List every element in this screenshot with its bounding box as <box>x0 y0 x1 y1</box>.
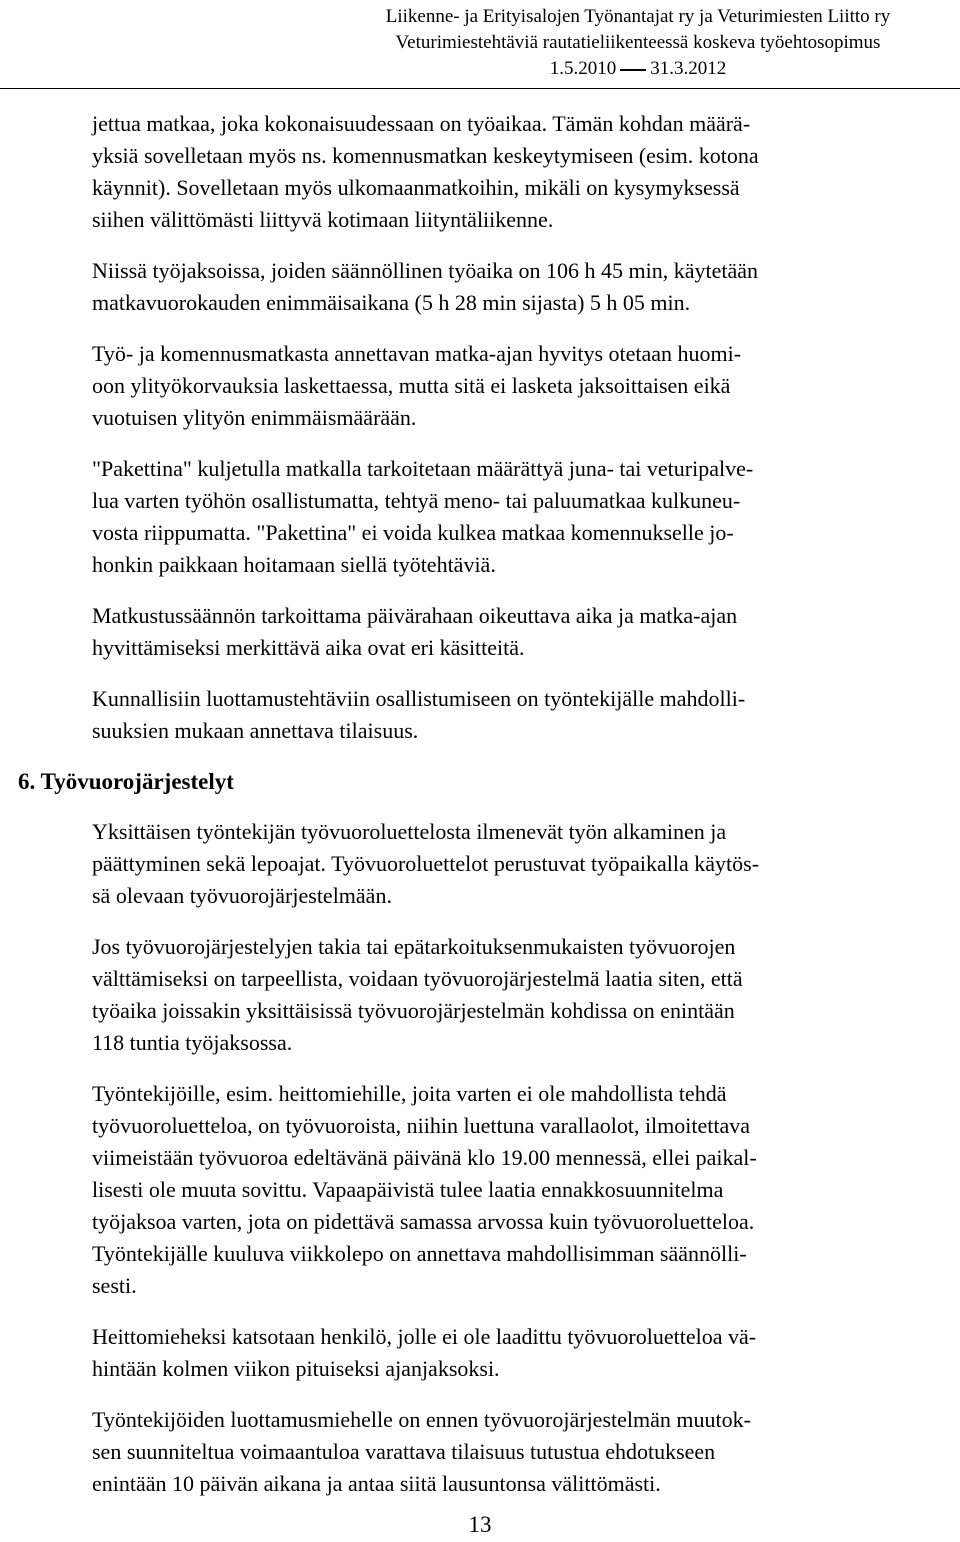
page-number: 13 <box>468 1512 492 1537</box>
date-range-dash <box>620 69 646 71</box>
paragraph: Työ- ja komennusmatkasta annettavan matka-ajan hyvitys otetaan huomi- oon ylityökorvauksia laskettaessa, mutta sitä ei lasketa jaksoittaisen eikä vuotuisen ylityön enimmäismäärään. <box>92 341 742 430</box>
paragraph: jettua matkaa, joka kokonaisuudessaan on työaikaa. Tämän kohdan määrä- yksiä sovelletaan myös ns. komennusmatkan keskeytymiseen (esim. kotona käynnit). Sovelletaan myös ulkomaanmatkoihin, mikäli on kysymyksessä siihen välittömästi liittyvä kotimaan liityntäliikenne. <box>92 111 759 232</box>
header-date-end: 31.3.2012 <box>650 58 727 79</box>
header-date-start: 1.5.2010 <box>549 58 617 79</box>
header-divider <box>0 88 960 89</box>
section-heading: 6. Työvuorojärjestelyt <box>18 769 234 794</box>
paragraph: Jos työvuorojärjestelyjen takia tai epätarkoituksenmukaisten työvuorojen välttämiseksi on tarpeellista, voidaan työvuorojärjestelmä laatia siten, että työaika joissakin yksittäisissä työvuorojärjestelmän kohdissa on enintään 118 tuntia työjaksossa. <box>92 934 743 1055</box>
paragraph: Yksittäisen työntekijän työvuoroluettelosta ilmenevät työn alkaminen ja päättyminen sekä lepoajat. Työvuoroluettelot perustuvat työpaikalla käytös- sä olevaan työvuorojärjestelmään. <box>92 819 760 908</box>
header-organizations: Liikenne- ja Erityisalojen Työnantajat ry ja Veturimiesten Liitto ry <box>385 6 891 27</box>
paragraph: Kunnallisiin luottamustehtäviin osallistumiseen on työntekijälle mahdolli- suuksien mukaan annettava tilaisuus. <box>92 686 746 743</box>
paragraph: Työntekijöiden luottamusmiehelle on ennen työvuorojärjestelmän muutok- sen suunniteltua voimaantuloa varattava tilaisuus tutustua ehdotukseen enintään 10 päivän aikana ja antaa siitä lausuntonsa välittömästi. <box>92 1407 751 1496</box>
header-agreement-title: Veturimiestehtäviä rautatieliikenteessä koskeva työehtosopimus <box>395 32 881 53</box>
document-body <box>0 108 960 1519</box>
paragraph: Niissä työjaksoissa, joiden säännöllinen työaika on 106 h 45 min, käytetään matkavuorokauden enimmäisaikana (5 h 28 min sijasta) 5 h 05 min. <box>92 258 758 315</box>
paragraph: Työntekijöille, esim. heittomiehille, joita varten ei ole mahdollista tehdä työvuoroluetteloa, on työvuoroista, niihin luettuna varallaolot, ilmoitettava viimeistään työvuoroa edeltävänä päivänä klo 19.00 mennessä, ellei paikal- lisesti ole muuta sovittu. Vapaapäivistä tulee laatia ennakkosuunnitelma työjaksoa varten, jota on pidettävä samassa arvossa kuin työvuoroluetteloa. Työntekijälle kuuluva viikkolepo on annettava mahdollisimman säännölli- sesti. <box>92 1081 757 1298</box>
page-header <box>328 4 948 82</box>
paragraph: Heittomieheksi katsotaan henkilö, jolle ei ole laadittu työvuoroluetteloa vä- hintään kolmen viikon pituiseksi ajanjaksoksi. <box>92 1324 757 1381</box>
paragraph: Matkustussäännön tarkoittama päivärahaan oikeuttava aika ja matka-ajan hyvittämiseksi merkittävä aika ovat eri käsitteitä. <box>92 603 738 660</box>
header-validity-period <box>328 56 948 82</box>
paragraph: "Pakettina" kuljetulla matkalla tarkoitetaan määrättyä juna- tai veturipalve- lua varten työhön osallistumatta, tehtyä meno- tai paluumatkaa kulkuneu- vosta riippumatta. "Pakettina" ei voida kulkea matkaa komennukselle jo- honkin paikkaan hoitamaan siellä työtehtäviä. <box>92 456 754 577</box>
